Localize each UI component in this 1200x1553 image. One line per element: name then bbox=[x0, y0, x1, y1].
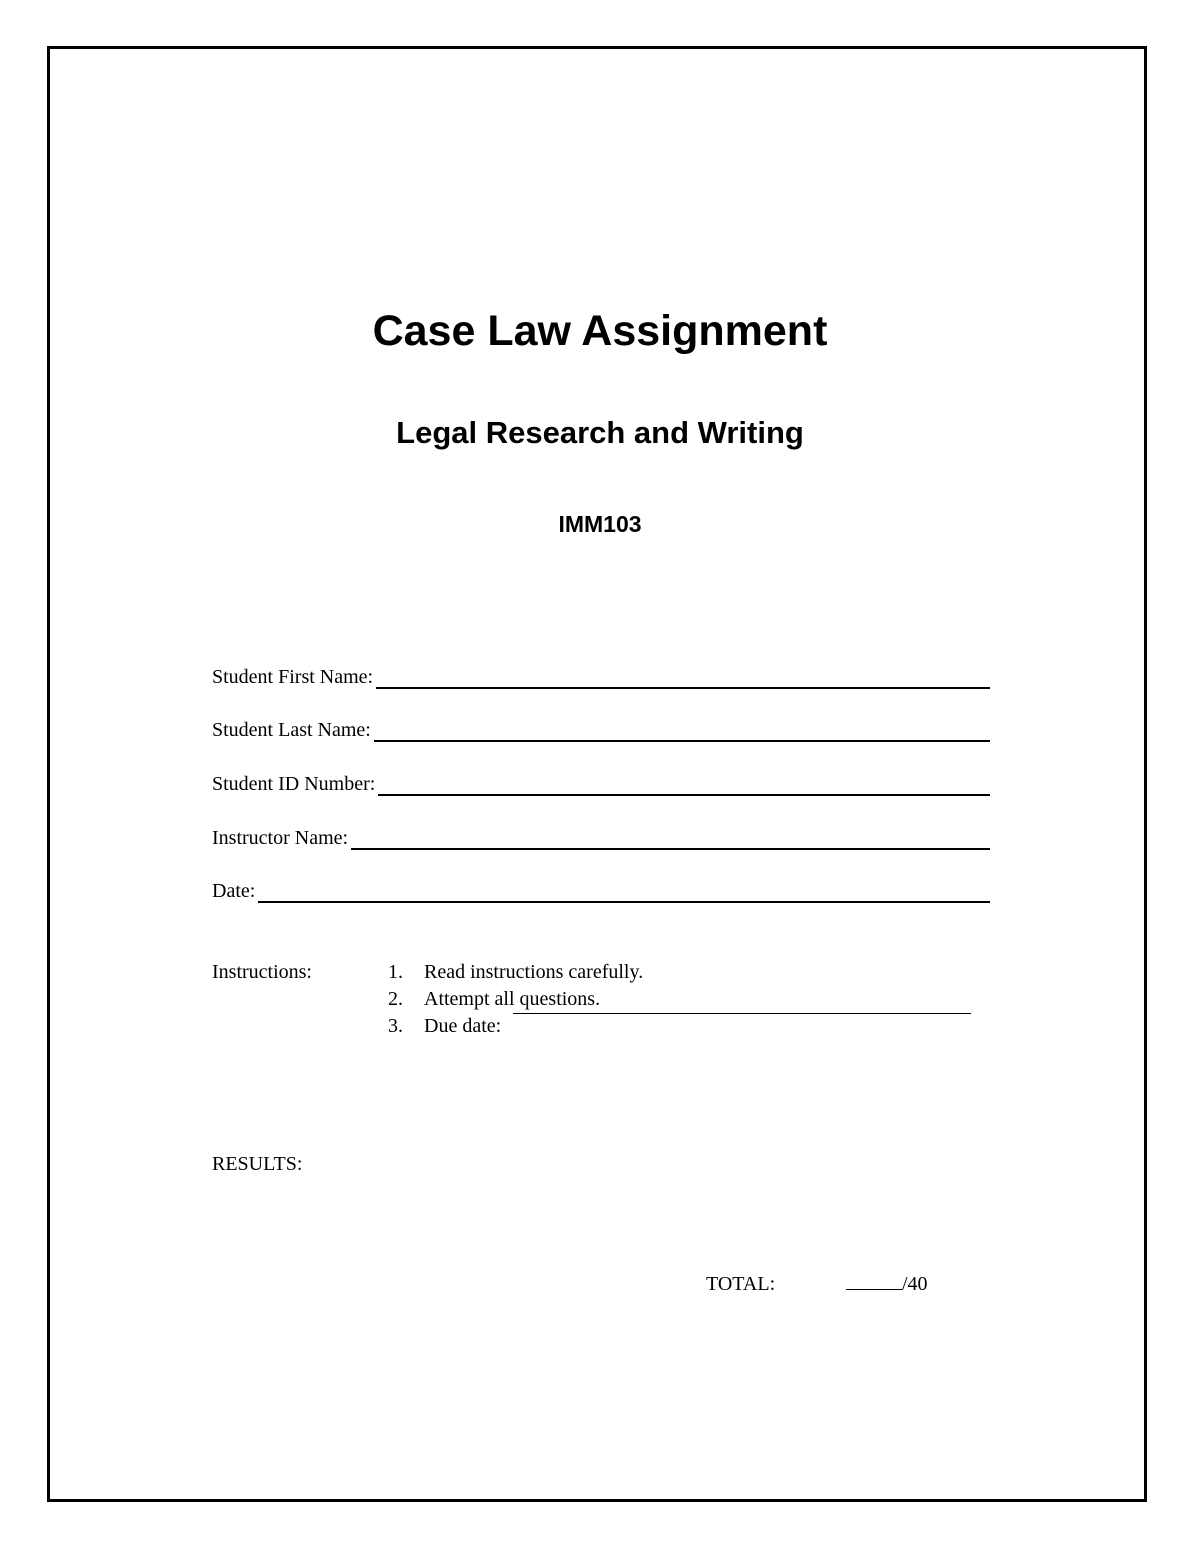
instructions-label: Instructions: bbox=[212, 961, 312, 983]
total-out-of: /40 bbox=[902, 1273, 928, 1295]
student-first-name-field[interactable] bbox=[212, 660, 990, 690]
field-label: Student First Name: bbox=[212, 666, 374, 688]
student-last-name-field[interactable] bbox=[212, 713, 990, 743]
list-number: 1. bbox=[388, 961, 403, 983]
fill-in-line[interactable] bbox=[378, 794, 990, 796]
student-id-field[interactable] bbox=[212, 767, 990, 797]
fill-in-line[interactable] bbox=[351, 848, 990, 850]
list-text: Due date: bbox=[424, 1015, 502, 1037]
document-subtitle: Legal Research and Writing bbox=[396, 415, 804, 450]
total-score bbox=[846, 1271, 928, 1297]
score-blank[interactable] bbox=[846, 1289, 902, 1290]
fill-in-line[interactable] bbox=[376, 687, 990, 689]
due-date-blank[interactable] bbox=[513, 1013, 971, 1014]
date-field[interactable] bbox=[212, 874, 990, 904]
instructions-list bbox=[388, 959, 971, 1040]
list-text: Read instructions carefully. bbox=[424, 961, 644, 983]
fill-in-line[interactable] bbox=[258, 901, 990, 903]
list-item bbox=[388, 1013, 971, 1040]
document-title: Case Law Assignment bbox=[372, 307, 828, 355]
total-label: TOTAL: bbox=[706, 1273, 776, 1295]
course-code: IMM103 bbox=[558, 511, 642, 537]
results-label: RESULTS: bbox=[212, 1153, 303, 1175]
list-item bbox=[388, 959, 971, 986]
instructor-name-field[interactable] bbox=[212, 821, 990, 851]
fill-in-line[interactable] bbox=[374, 740, 990, 742]
field-label: Date: bbox=[212, 880, 256, 902]
field-label: Instructor Name: bbox=[212, 827, 349, 849]
list-text: Attempt all questions. bbox=[424, 988, 601, 1010]
list-number: 3. bbox=[388, 1015, 403, 1037]
list-number: 2. bbox=[388, 988, 403, 1010]
field-label: Student Last Name: bbox=[212, 719, 371, 741]
list-item bbox=[388, 986, 971, 1013]
field-label: Student ID Number: bbox=[212, 773, 376, 795]
